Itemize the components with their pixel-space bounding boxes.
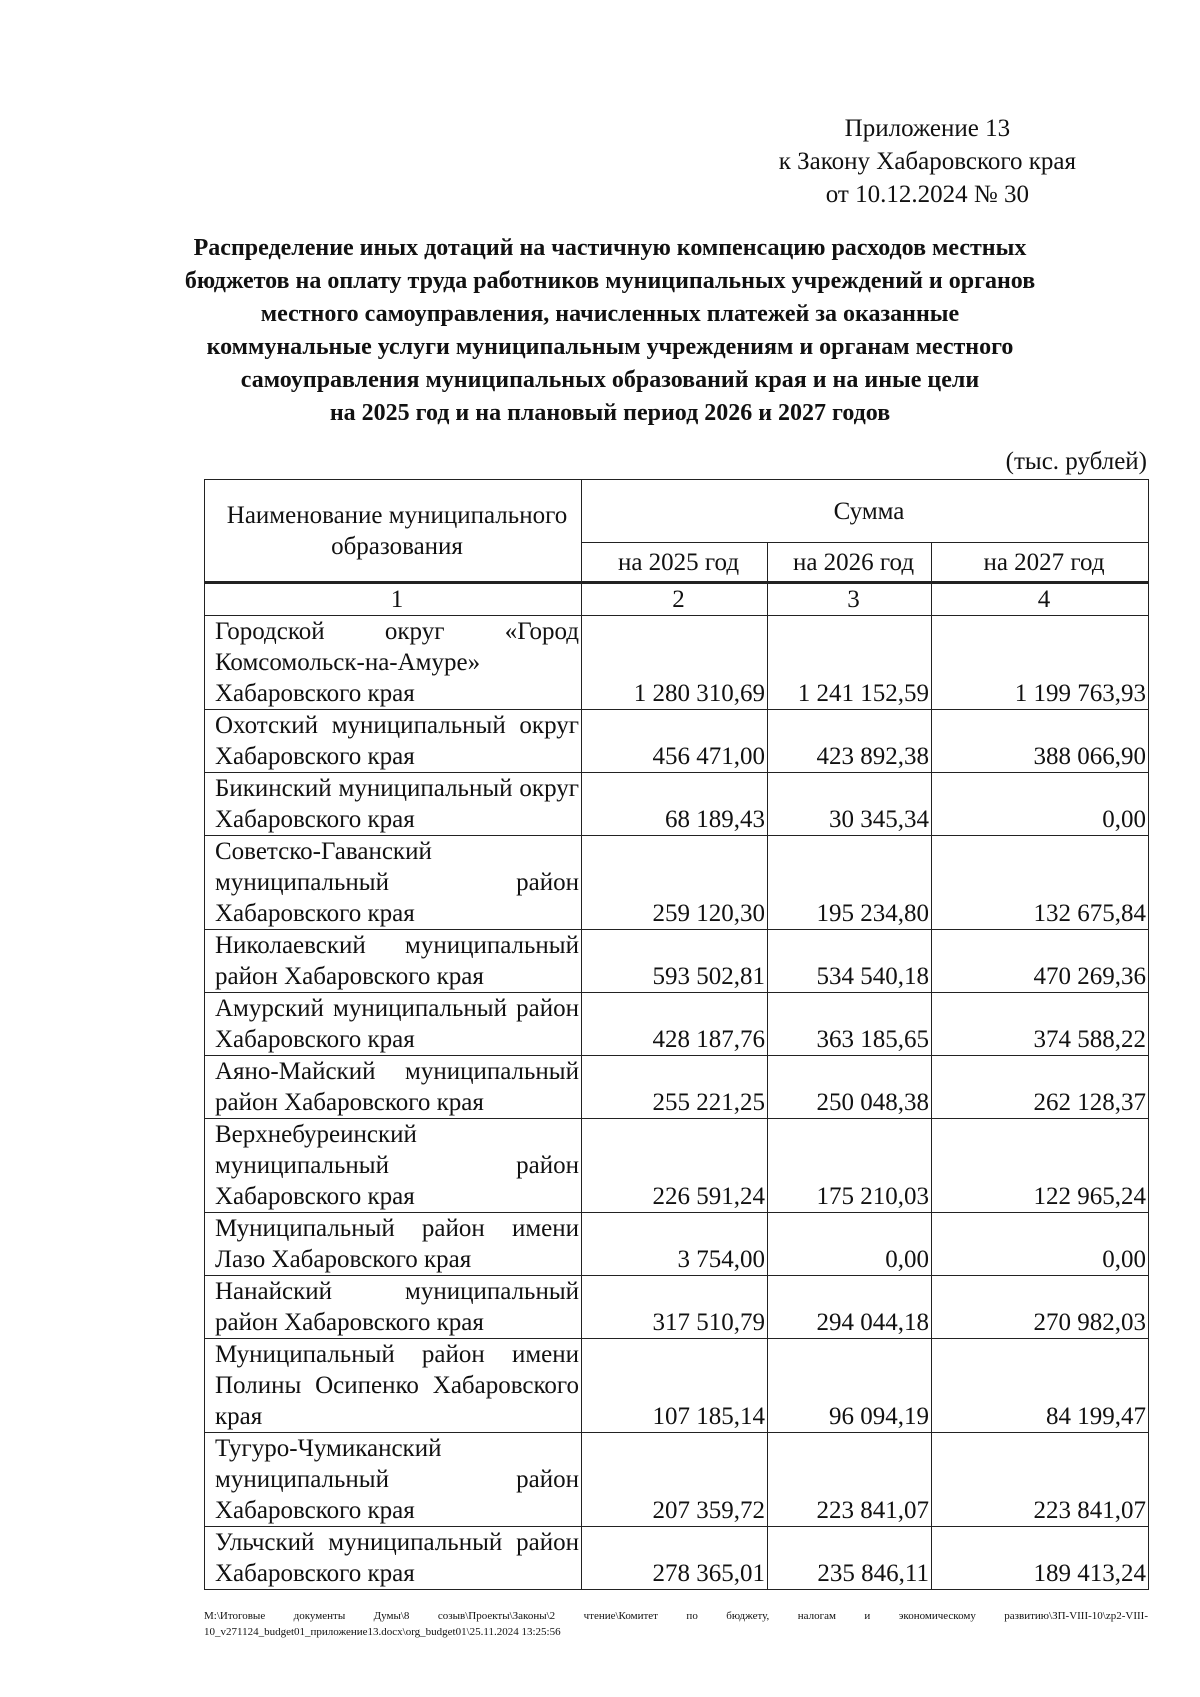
table-header-row [205,480,1149,543]
table-row [205,836,1149,930]
row-name: Городской округ «Город Комсомольск-на-Амуре» Хабаровского края [205,616,582,710]
row-name: Бикинский муниципальный округ Хабаровского края [205,773,582,836]
value-2027: 388 066,90 [932,710,1149,773]
value-2027: 189 413,24 [932,1527,1149,1590]
value-2027: 270 982,03 [932,1276,1149,1339]
row-name: Нанайский муниципальный район Хабаровского края [205,1276,582,1339]
value-2025: 107 185,14 [582,1339,768,1433]
column-header-2025: на 2025 год [582,543,768,583]
column-number: 2 [582,583,768,616]
title-line: самоуправления муниципальных образований края и на иные цели [240,367,980,393]
column-header-2027: на 2027 год [932,543,1149,583]
document-title [180,232,1040,430]
table-row [205,1119,1149,1213]
value-2026: 363 185,65 [768,993,932,1056]
row-name: Амурский муниципальный район Хабаровского края [205,993,582,1056]
allocation-table [204,479,1149,1590]
row-name: Советско-Гаванский муниципальный район Хабаровского края [205,836,582,930]
value-2026: 30 345,34 [768,773,932,836]
value-2026: 1 241 152,59 [768,616,932,710]
title-line: местного самоуправления, начисленных платежей за оказанные [260,301,960,327]
value-2026: 294 044,18 [768,1276,932,1339]
title-line: бюджетов на оплату труда работников муниципальных учреждений и органов [184,268,1036,294]
table-row [205,1276,1149,1339]
value-2027: 84 199,47 [932,1339,1149,1433]
table-row [205,993,1149,1056]
value-2026: 0,00 [768,1213,932,1276]
value-2025: 255 221,25 [582,1056,768,1119]
table-row [205,1056,1149,1119]
row-name: Охотский муниципальный округ Хабаровского края [205,710,582,773]
row-name: Муниципальный район имени Лазо Хабаровского края [205,1213,582,1276]
value-2025: 68 189,43 [582,773,768,836]
value-2025: 259 120,30 [582,836,768,930]
value-2027: 1 199 763,93 [932,616,1149,710]
value-2027: 374 588,22 [932,993,1149,1056]
row-name: Аяно-Майский муниципальный район Хабаровского края [205,1056,582,1119]
row-name: Тугуро-Чумиканский муниципальный район Хабаровского края [205,1433,582,1527]
value-2027: 0,00 [932,1213,1149,1276]
value-2026: 223 841,07 [768,1433,932,1527]
value-2025: 428 187,76 [582,993,768,1056]
value-2026: 534 540,18 [768,930,932,993]
value-2025: 278 365,01 [582,1527,768,1590]
value-2026: 175 210,03 [768,1119,932,1213]
value-2025: 593 502,81 [582,930,768,993]
table-row [205,1213,1149,1276]
value-2026: 235 846,11 [768,1527,932,1590]
table-row [205,1339,1149,1433]
value-2027: 470 269,36 [932,930,1149,993]
value-2027: 122 965,24 [932,1119,1149,1213]
value-2025: 3 754,00 [582,1213,768,1276]
column-number-row [205,583,1149,616]
table-row [205,1433,1149,1527]
value-2026: 195 234,80 [768,836,932,930]
title-line: Распределение иных дотаций на частичную компенсацию расходов местных [193,235,1027,261]
table-row [205,1527,1149,1590]
table-row [205,616,1149,710]
title-line: коммунальные услуги муниципальным учреждениям и органам местного [206,334,1014,360]
column-number: 4 [932,583,1149,616]
column-header-name: Наименование муниципального образования [205,480,582,583]
value-2027: 262 128,37 [932,1056,1149,1119]
file-path-footer: М:\Итоговые документы Думы\8 созыв\Проекты\Законы\2 чтение\Комитет по бюджету, налогам и экономическому развитию\ЗП-VIII-10\zp2-VIII-10_v271124_budget01_приложение13.docx\org_budget01\25.11.2024 13:25:56 [204,1610,1148,1638]
value-2025: 226 591,24 [582,1119,768,1213]
appendix-number: Приложение 13 [844,115,1011,142]
value-2025: 317 510,79 [582,1276,768,1339]
column-header-sum: Сумма [582,480,1149,543]
value-2026: 423 892,38 [768,710,932,773]
value-2025: 1 280 310,69 [582,616,768,710]
value-2026: 250 048,38 [768,1056,932,1119]
units-label: (тыс. рублей) [1005,448,1147,475]
row-name: Муниципальный район имени Полины Осипенко Хабаровского края [205,1339,582,1433]
row-name: Ульчский муниципальный район Хабаровского края [205,1527,582,1590]
row-name: Николаевский муниципальный район Хабаровского края [205,930,582,993]
value-2025: 456 471,00 [582,710,768,773]
value-2026: 96 094,19 [768,1339,932,1433]
appendix-date: от 10.12.2024 № 30 [825,181,1029,208]
row-name: Верхнебуреинский муниципальный район Хабаровского края [205,1119,582,1213]
column-number: 1 [205,583,582,616]
table-row [205,930,1149,993]
appendix-reference [779,112,1076,211]
table-row [205,710,1149,773]
value-2027: 132 675,84 [932,836,1149,930]
value-2027: 0,00 [932,773,1149,836]
column-header-2026: на 2026 год [768,543,932,583]
appendix-law: к Закону Хабаровского края [778,148,1076,175]
title-line: на 2025 год и на плановый период 2026 и 2027 годов [329,400,891,426]
table-row [205,773,1149,836]
value-2027: 223 841,07 [932,1433,1149,1527]
column-number: 3 [768,583,932,616]
value-2025: 207 359,72 [582,1433,768,1527]
